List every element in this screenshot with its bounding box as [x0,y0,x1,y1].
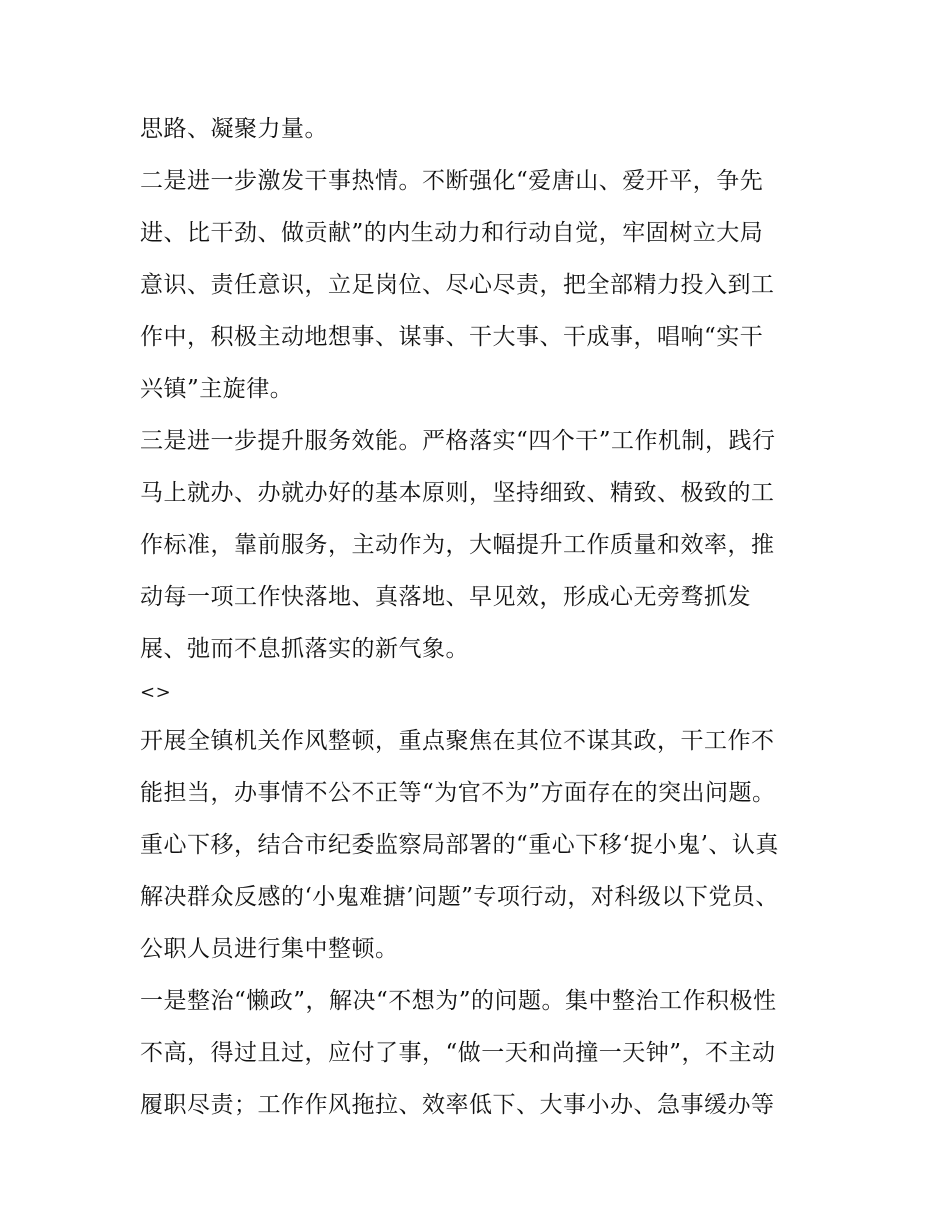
text-line-2: 二是进一步激发干事热情。不断强化“爱唐山、爱开平，争先 [140,168,764,194]
text-line-7: 三是进一步提升服务效能。严格落实“四个干”工作机制，践行 [140,428,776,454]
text-line-6: 兴镇”主旋律。 [140,376,294,402]
text-line-1: 思路、凝聚力量。 [140,116,328,142]
text-line-9: 作标准，靠前服务，主动作为，大幅提升工作质量和效率，推 [140,532,775,558]
text-line-5: 作中，积极主动地想事、谋事、干大事、干成事，唱响“实干 [140,324,764,350]
text-line-16: 解决群众反感的‘小鬼难搪’问题”专项行动，对科级以下党员、 [140,884,779,910]
text-line-3: 进、比干劲、做贡献”的内生动力和行动自觉，牢固树立大局 [140,220,764,246]
text-line-14: 能担当，办事情不公不正等“为官不为”方面存在的突出问题。 [140,780,776,806]
text-line-20: 履职尽责；工作作风拖拉、效率低下、大事小办、急事缓办等 [140,1092,775,1118]
text-line-8: 马上就办、办就办好的基本原则，坚持细致、精致、极致的工 [140,480,775,506]
text-line-4: 意识、责任意识，立足岗位、尽心尽责，把全部精力投入到工 [140,272,775,298]
text-line-19: 不高，得过且过，应付了事，“做一天和尚撞一天钟”，不主动 [140,1040,776,1066]
text-line-15: 重心下移，结合市纪委监察局部署的“重心下移‘捉小鬼’、认真 [140,832,779,858]
section-marker: <> [140,682,172,703]
text-line-17: 公职人员进行集中整顿。 [140,936,399,962]
text-line-11: 展、弛而不息抓落实的新气象。 [140,636,469,662]
text-line-18: 一是整治“懒政”，解决“不想为”的问题。集中整治工作积极性 [140,988,777,1014]
text-line-13: 开展全镇机关作风整顿，重点聚焦在其位不谋其政，干工作不 [140,728,775,754]
text-line-10: 动每一项工作快落地、真落地、早见效，形成心无旁骛抓发 [140,584,751,610]
